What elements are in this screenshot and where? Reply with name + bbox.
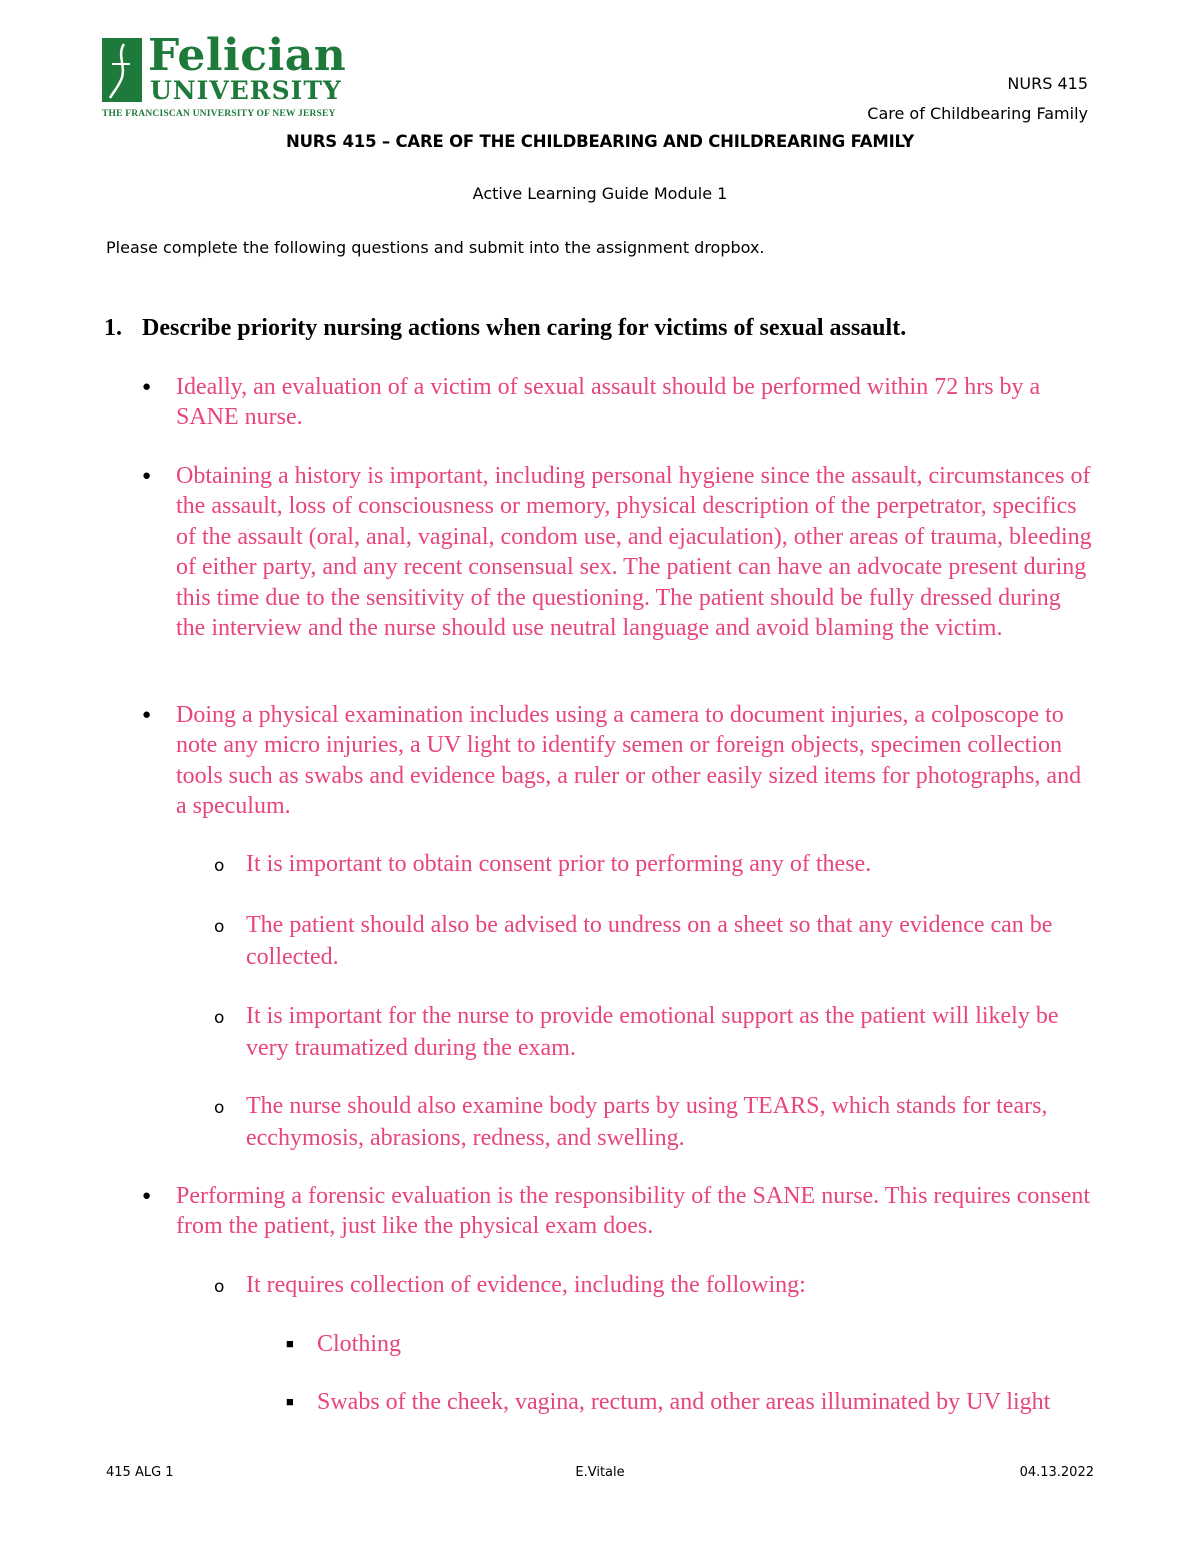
bullet-marker: ● xyxy=(142,707,152,723)
answer-text: Clothing xyxy=(317,1331,402,1357)
bullet-marker: ● xyxy=(142,468,152,484)
answer-text: It is important to obtain consent prior to performing any of these. xyxy=(246,851,872,877)
square-marker: ■ xyxy=(286,1394,294,1409)
answer-text: The patient should also be advised to undress on a sheet so that any evidence can be collected. xyxy=(246,912,1053,970)
logo-university: UNIVERSITY xyxy=(150,76,342,105)
square-marker: ■ xyxy=(286,1336,294,1351)
document-title: NURS 415 – CARE OF THE CHILDBEARING AND CHILDREARING FAMILY xyxy=(285,132,915,151)
answer-sub-bullet-4-1 xyxy=(214,1270,1096,1300)
footer-center: E.Vitale xyxy=(575,1465,625,1480)
answer-sub-bullet-3-2 xyxy=(214,909,1096,973)
bullet-marker: ● xyxy=(142,379,152,395)
bullet-marker: ● xyxy=(142,1188,152,1204)
answer-sub-bullet-3-4 xyxy=(214,1090,1096,1154)
header-course-code: NURS 415 xyxy=(1007,74,1088,93)
question-1 xyxy=(104,315,906,342)
footer-left: 415 ALG 1 xyxy=(106,1465,174,1480)
logo-name: Felician xyxy=(148,30,347,81)
sub-bullet-marker: o xyxy=(214,1008,225,1028)
answer-text: The nurse should also examine body parts by using TEARS, which stands for tears, ecchymosis, abrasions, redness, and swelling. xyxy=(246,1093,1048,1151)
sub-bullet-marker: o xyxy=(214,1098,225,1118)
answer-text: Ideally, an evaluation of a victim of sexual assault should be performed within 72 hrs by a SANE nurse. xyxy=(176,374,1041,431)
answer-sub-bullet-3-1 xyxy=(214,849,1096,879)
answer-sub-bullet-3-3 xyxy=(214,1000,1096,1064)
answer-text: It is important for the nurse to provide emotional support as the patient will likely be very traumatized during the exam. xyxy=(246,1003,1059,1061)
felician-university-logo xyxy=(102,30,354,122)
felician-emblem-icon xyxy=(102,38,142,102)
answer-text: Performing a forensic evaluation is the responsibility of the SANE nurse. This requires consent from the patient, just like the physical exam does. xyxy=(176,1183,1091,1240)
answer-bullet-1 xyxy=(142,372,1096,433)
question-text: Describe priority nursing actions when caring for victims of sexual assault. xyxy=(142,315,907,341)
answer-square-item-1 xyxy=(286,1329,1097,1359)
answer-bullet-4 xyxy=(142,1181,1096,1242)
sub-bullet-marker: o xyxy=(214,856,225,876)
answer-text: Doing a physical examination includes using a camera to document injuries, a colposcope to note any micro injuries, a UV light to identify semen or foreign objects, specimen collection tools such as swabs and evidence bags, a ruler or other easily sized items for photographs, and a speculum. xyxy=(176,702,1082,820)
footer-right: 04.13.2022 xyxy=(1019,1465,1094,1480)
document-subtitle: Active Learning Guide Module 1 xyxy=(472,184,728,203)
answer-square-item-2 xyxy=(286,1387,1097,1417)
answer-bullet-2 xyxy=(142,461,1096,643)
logo-tagline: THE FRANCISCAN UNIVERSITY OF NEW JERSEY xyxy=(102,109,336,119)
sub-bullet-marker: o xyxy=(214,1277,225,1297)
answer-bullet-3 xyxy=(142,700,1096,822)
answer-text: Swabs of the cheek, vagina, rectum, and other areas illuminated by UV light xyxy=(317,1389,1051,1415)
sub-bullet-marker: o xyxy=(214,917,225,937)
answer-text: Obtaining a history is important, including personal hygiene since the assault, circumstances of the assault, loss of consciousness or memory, physical description of the perpetrator, specifics of the assault (oral, anal, vaginal, condom use, and ejaculation), other areas of trauma, bleeding of either party, and any recent consensual sex. The patient can have an advocate present during this time due to the sensitivity of the questioning. The patient should be fully dressed during the interview and the nurse should use neutral language and avoid blaming the victim. xyxy=(176,463,1092,642)
question-number: 1. xyxy=(104,315,122,341)
answer-text: It requires collection of evidence, including the following: xyxy=(246,1272,806,1298)
instructions: Please complete the following questions and submit into the assignment dropbox. xyxy=(106,238,765,257)
header-course-short-title: Care of Childbearing Family xyxy=(867,104,1088,123)
